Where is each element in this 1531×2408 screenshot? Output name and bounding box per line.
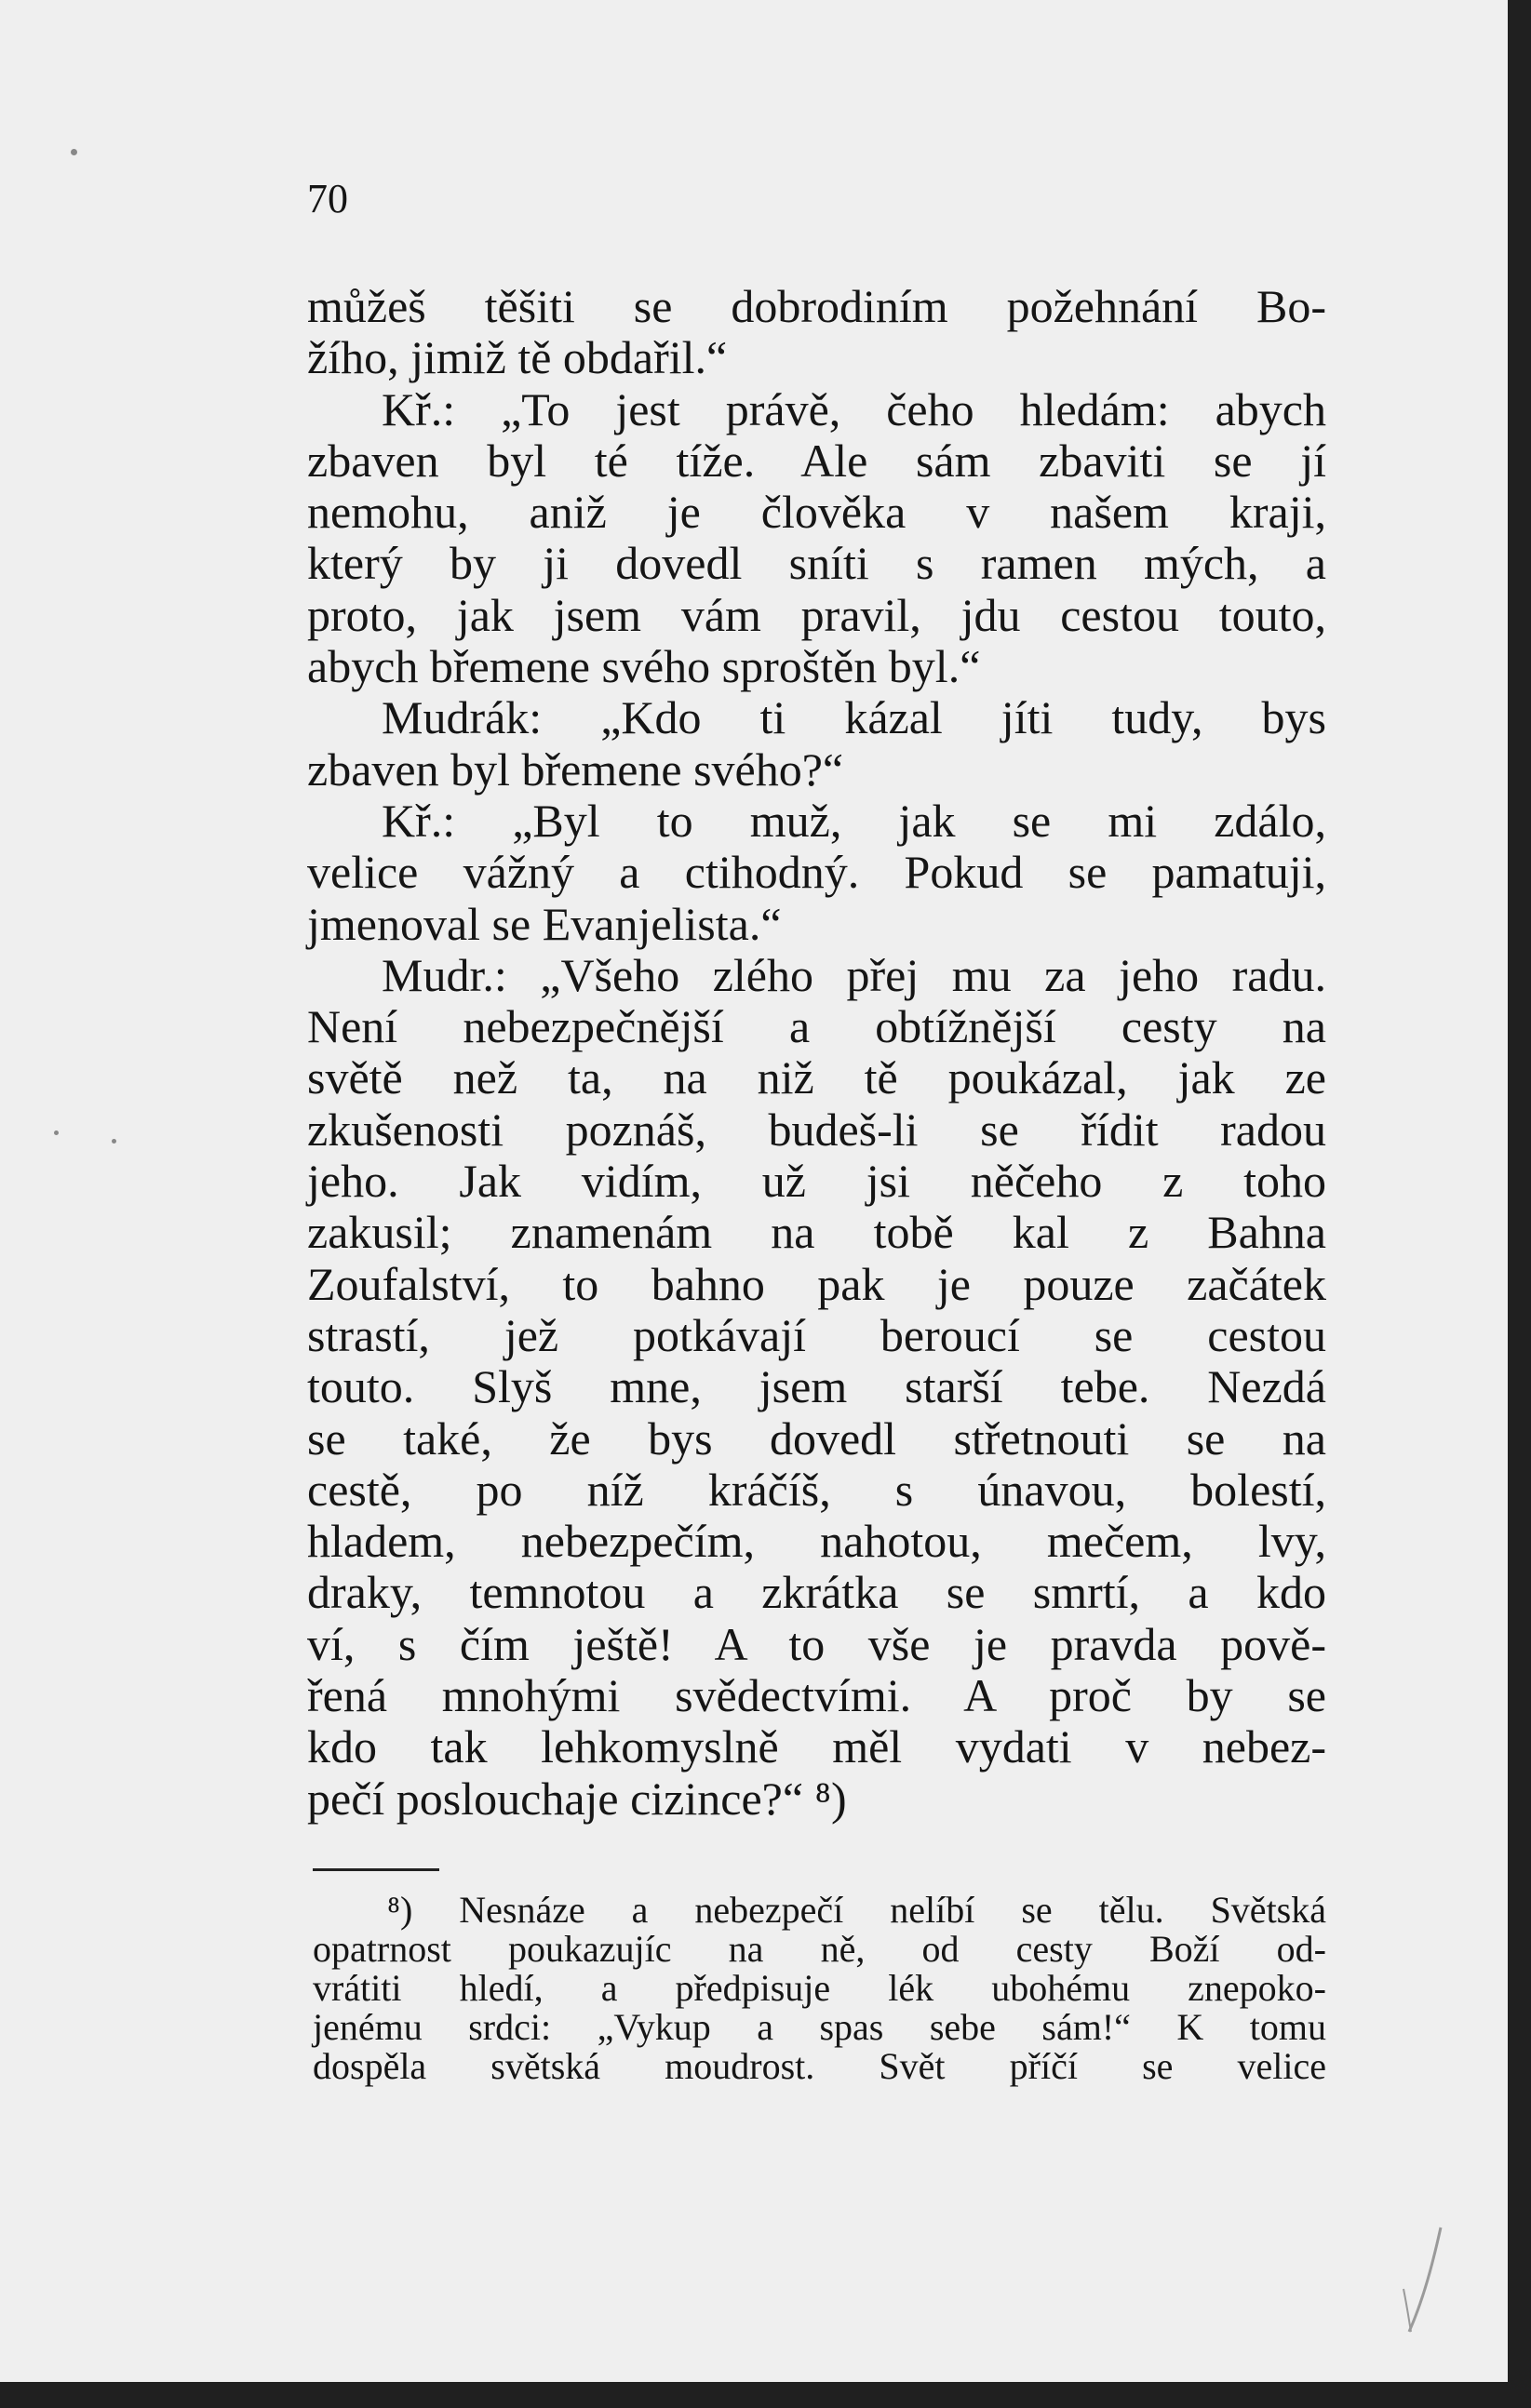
text-line: zkušenosti poznáš, budeš-li se řídit radou	[307, 1103, 1326, 1156]
text-line: Zoufalství, to bahno pak je pouze začátek	[307, 1257, 1326, 1310]
text-line: kdo tak lehkomyslně měl vydati v nebez-	[307, 1720, 1326, 1773]
footnote-line: jenému srdci: „Vykup a spas sebe sám!“ K tomu	[313, 2006, 1326, 2048]
text-line: ví, s čím ještě! A to vše je pravda pově-	[307, 1617, 1326, 1670]
text-line: jmenoval se Evanjelista.“	[307, 897, 782, 950]
text-line: Mudrák: „Kdo ti kázal jíti tudy, bys	[382, 691, 1326, 744]
footnote-line: dospěla světská moudrost. Svět příčí se velice	[313, 2045, 1326, 2087]
footnote-line: vrátiti hledí, a předpisuje lék ubohému znepoko-	[313, 1967, 1326, 2009]
pencil-mark	[1396, 2224, 1452, 2335]
text-line: Není nebezpečnější a obtížnější cesty na	[307, 1000, 1326, 1053]
text-line: Kř.: „To jest právě, čeho hledám: abych	[382, 382, 1326, 435]
body-text	[307, 281, 1326, 1825]
text-line: zbaven byl břemene svého?“	[307, 742, 844, 796]
text-line: se také, že bys dovedl střetnouti se na	[307, 1411, 1326, 1465]
text-line: jeho. Jak vidím, už jsi něčeho z toho	[307, 1155, 1326, 1208]
text-line: který by ji dovedl sníti s ramen mých, a	[307, 537, 1326, 590]
text-line: velice vážný a ctihodný. Pokud se pamatuji,	[307, 846, 1326, 899]
footnote-line: opatrnost poukazujíc na ně, od cesty Boží od-	[313, 1928, 1326, 1970]
scan-speck	[54, 1130, 59, 1135]
text-line: touto. Slyš mne, jsem starší tebe. Nezdá	[307, 1360, 1326, 1413]
text-line: Mudr.: „Všeho zlého přej mu za jeho radu.	[382, 948, 1326, 1001]
text-line: zakusil; znamenám na tobě kal z Bahna	[307, 1206, 1326, 1259]
page-number: 70	[307, 176, 348, 221]
scan-speck	[71, 149, 77, 155]
text-line: cestě, po níž kráčíš, s únavou, bolestí,	[307, 1463, 1326, 1516]
text-line: nemohu, aniž je člověka v našem kraji,	[307, 486, 1326, 539]
text-line: proto, jak jsem vám pravil, jdu cestou touto,	[307, 588, 1326, 641]
text-line: zbaven byl té tíže. Ale sám zbaviti se jí	[307, 434, 1326, 487]
text-line: řená mnohými svědectvími. A proč by se	[307, 1669, 1326, 1722]
text-line: abych břemene svého sproštěn byl.“	[307, 640, 981, 693]
text-line: draky, temnotou a zkrátka se smrtí, a kdo	[307, 1566, 1326, 1619]
text-line: hladem, nebezpečím, nahotou, mečem, lvy,	[307, 1515, 1326, 1568]
text-line: žího, jimiž tě obdařil.“	[307, 331, 728, 384]
text-line: světě než ta, na niž tě poukázal, jak ze	[307, 1051, 1326, 1104]
footnote	[313, 1891, 1326, 2086]
text-line: Kř.: „Byl to muž, jak se mi zdálo,	[382, 794, 1326, 847]
text-line: můžeš těšiti se dobrodiním požehnání Bo-	[307, 280, 1326, 332]
footnote-line: ⁸) Nesnáze a nebezpečí nelíbí se tělu. Světská	[387, 1889, 1326, 1931]
scan-speck	[112, 1139, 116, 1144]
text-line: pečí poslouchaje cizince?“ ⁸)	[307, 1772, 847, 1825]
text-line: strastí, jež potkávají beroucí se cestou	[307, 1308, 1326, 1361]
footnote-separator	[313, 1868, 439, 1871]
